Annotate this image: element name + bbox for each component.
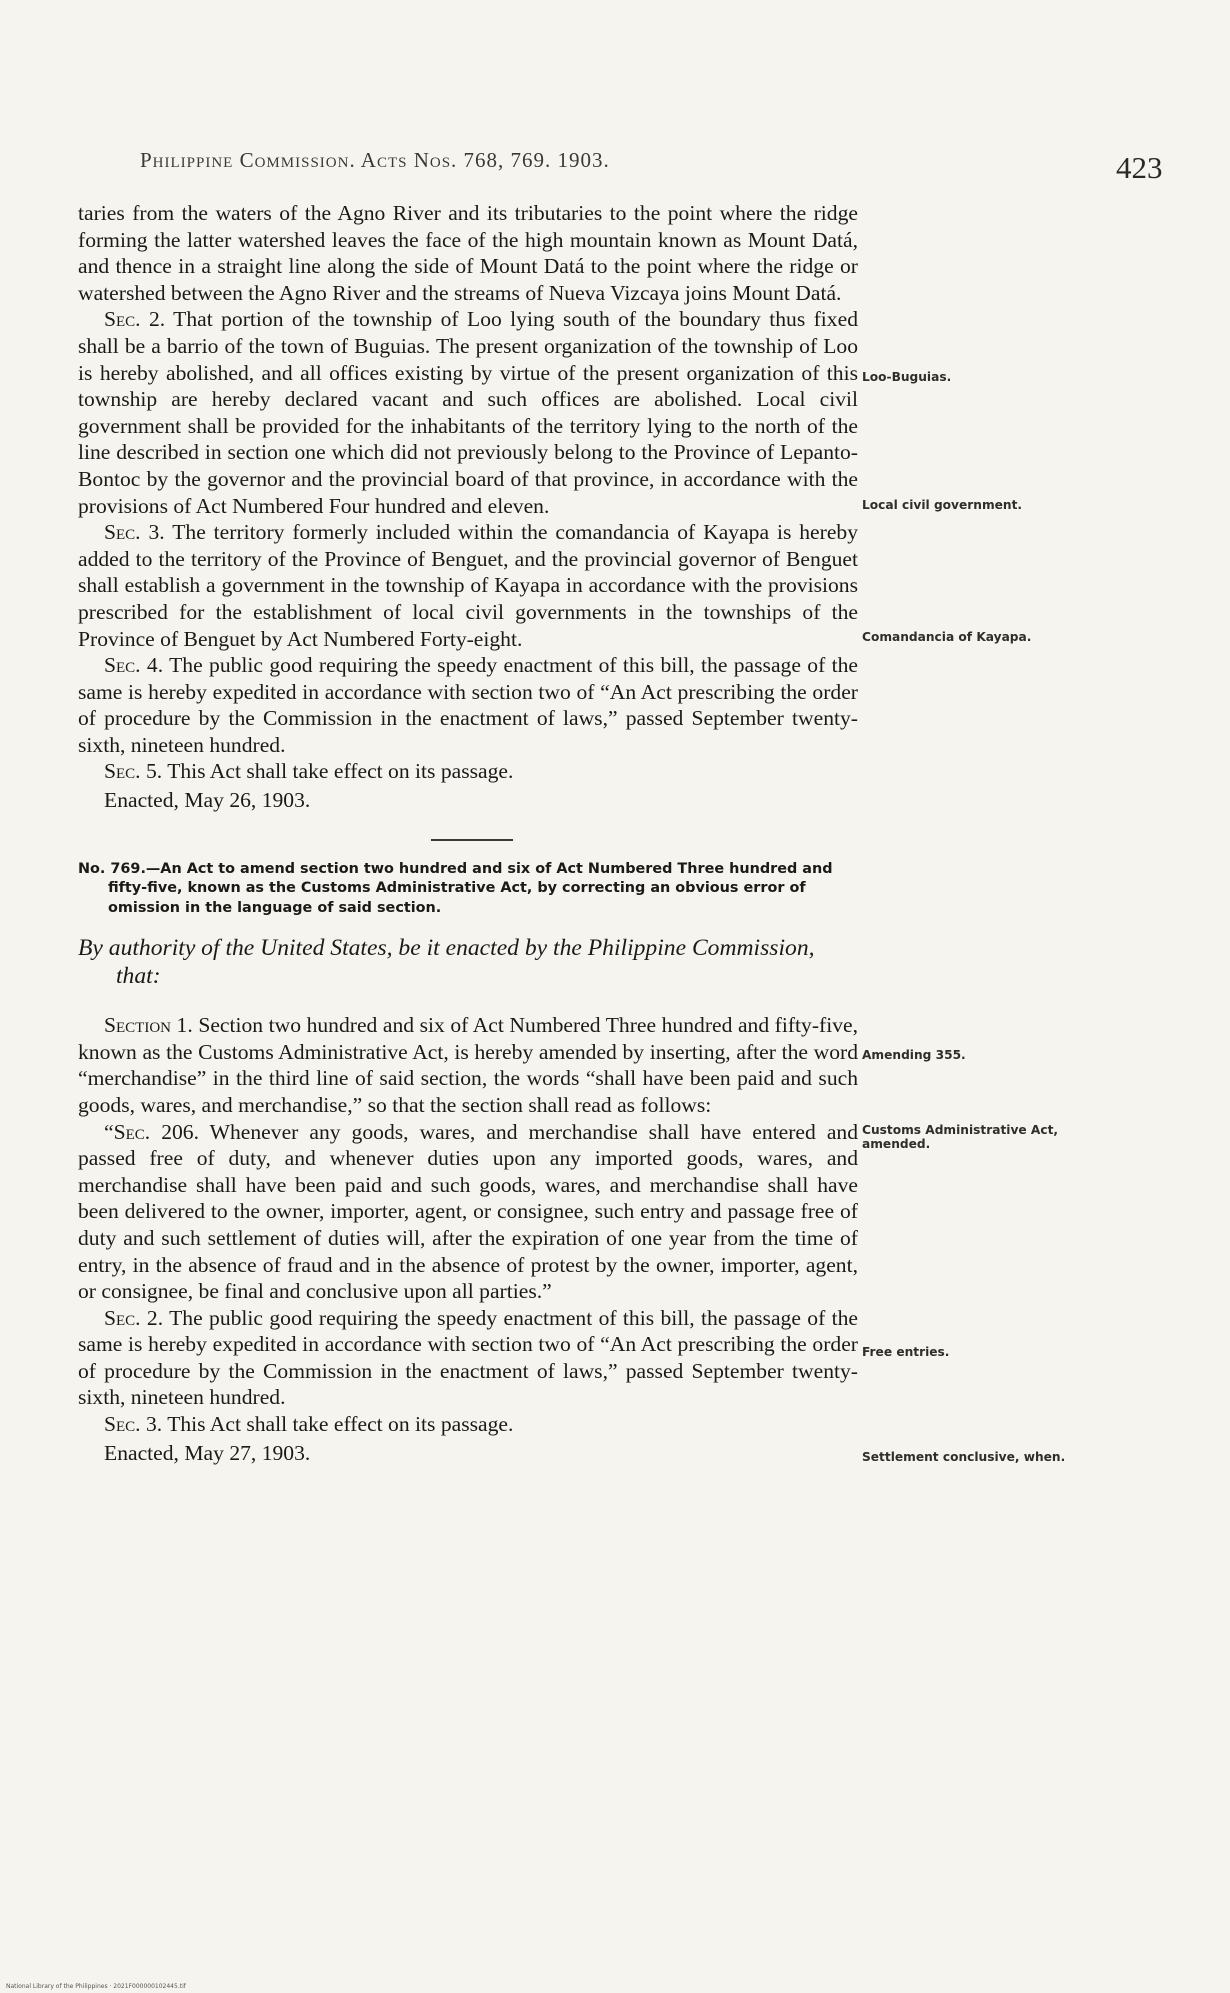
section-text: That portion of the township of Loo lying south of the boundary thus fixed shall be a barrio of the town of Buguias. The present organization of the township of Loo is hereby abolished, and all offices existing by virtue of the present organization of this township are hereby declared vacant and such offices are abolished. Local civil government shall be provided for the inhabitants of the territory lying to the north of the line described in section one which did not previously belong to the Province of Lepanto-Bontoc by the governor and the provincial board of that province, in accordance with the provisions of Act Numbered Four hundred and eleven.	[78, 307, 858, 518]
act768-section-5	[78, 758, 858, 785]
margin-note-settlement-conclusive: Settlement conclusive, when.	[862, 1450, 1066, 1464]
margin-note-free-entries: Free entries.	[862, 1345, 950, 1359]
section-text: Section two hundred and six of Act Numbered Three hundred and fifty-five, known as the Customs Administrative Act, is hereby amended by inserting, after the word “merchandise” in the third line of said section, the words “shall have been paid and such goods, wares, and merchandise,” so that the section shall read as follows:	[78, 1013, 859, 1117]
act768-section-4	[78, 652, 858, 758]
section-text: Whenever any goods, wares, and merchandise shall have entered and passed free of duty, and whenever duties upon any imported goods, wares, and merchandise shall have been paid and such goods, wares, and merchandise shall have been delivered to the owner, importer, agent, or consignee, such entry and passage free of duty and such settlement of duties will, after the expiration of one year from the time of entry, in the absence of fraud and in the absence of protest by the owner, importer, agent, or consignee, be final and conclusive upon all parties.”	[78, 1119, 858, 1304]
section-label: Sec. 3.	[104, 1412, 163, 1437]
section-label: Sec. 2.	[104, 1305, 164, 1330]
scan-footer: National Library of the Philippines · 2021F000000102445.tif	[6, 1983, 186, 1990]
section-text: The public good requiring the speedy enactment of this bill, the passage of the same is hereby expedited in accordance with section two of “An Act prescribing the order of procedure by the Commission in the enactment of laws,” passed September twenty-sixth, nineteen hundred.	[78, 1305, 858, 1410]
act769-section-3	[78, 1411, 858, 1438]
page-body	[78, 200, 858, 1466]
page-number: 423	[1116, 150, 1163, 185]
section-text: This Act shall take effect on its passage.	[167, 1412, 514, 1437]
act769-enacted-date: Enacted, May 27, 1903.	[104, 1440, 311, 1465]
section-text: This Act shall take effect on its passage.	[167, 759, 514, 784]
act769-section-2	[78, 1305, 858, 1411]
margin-note-amending-355: Amending 355.	[862, 1048, 966, 1062]
margin-note-local-civil-government: Local civil government.	[862, 498, 1023, 512]
margin-note-comandancia-kayapa: Comandancia of Kayapa.	[862, 630, 1032, 644]
section-text: The public good requiring the speedy enactment of this bill, the passage of the same is hereby expedited in accordance with section two of “An Act prescribing the order of procedure by the Commission in the enactment of laws,” passed September twenty-sixth, nineteen hundred.	[78, 653, 858, 757]
act768-section-3	[78, 519, 858, 652]
act-separator	[78, 814, 858, 860]
margin-note-customs-act-amended: Customs Administrative Act, amended.	[862, 1123, 1059, 1151]
running-head: Philippine Commission. Acts Nos. 768, 769. 1903.	[140, 148, 610, 172]
separator-rule	[431, 839, 513, 841]
open-quote: “	[104, 1119, 114, 1144]
section-label: Sec. 5.	[104, 759, 163, 784]
section-label: Sec. 2.	[104, 307, 166, 332]
act769-enacting-clause: By authority of the United States, be it enacted by the Philippine Commission, that:	[78, 935, 815, 990]
act768-section-2	[78, 306, 858, 519]
act769-section-1	[78, 1012, 858, 1118]
continued-paragraph: taries from the waters of the Agno River and its tributaries to the point where the ridge forming the latter watershed leaves the face of the high mountain known as Mount Datá, and thence in a straight line along the side of Mount Datá to the point where the ridge or watershed between the Agno River and the streams of Nueva Vizcaya joins Mount Datá.	[78, 201, 858, 305]
act769-heading: No. 769.—An Act to amend section two hundred and six of Act Numbered Three hundred and fifty-five, known as the Customs Administrative Act, by correcting an obvious error of omission in the language of said section.	[78, 860, 833, 916]
section-text: The territory formerly included within the comandancia of Kayapa is hereby added to the territory of the Province of Benguet, and the provincial governor of Benguet shall establish a government in the township of Kayapa in accordance with the provisions prescribed for the establishment of local civil governments in the townships of the Province of Benguet by Act Numbered Forty-eight.	[78, 520, 859, 651]
section-label: Sec. 206.	[113, 1119, 199, 1144]
section-label: Section 1.	[104, 1013, 193, 1038]
section-label: Sec. 3.	[104, 520, 165, 545]
margin-note-loo-buguias: Loo-Buguias.	[862, 370, 952, 384]
section-label: Sec. 4.	[104, 653, 164, 678]
act769-quoted-section-206	[78, 1119, 858, 1305]
act768-enacted-date: Enacted, May 26, 1903.	[104, 788, 311, 813]
